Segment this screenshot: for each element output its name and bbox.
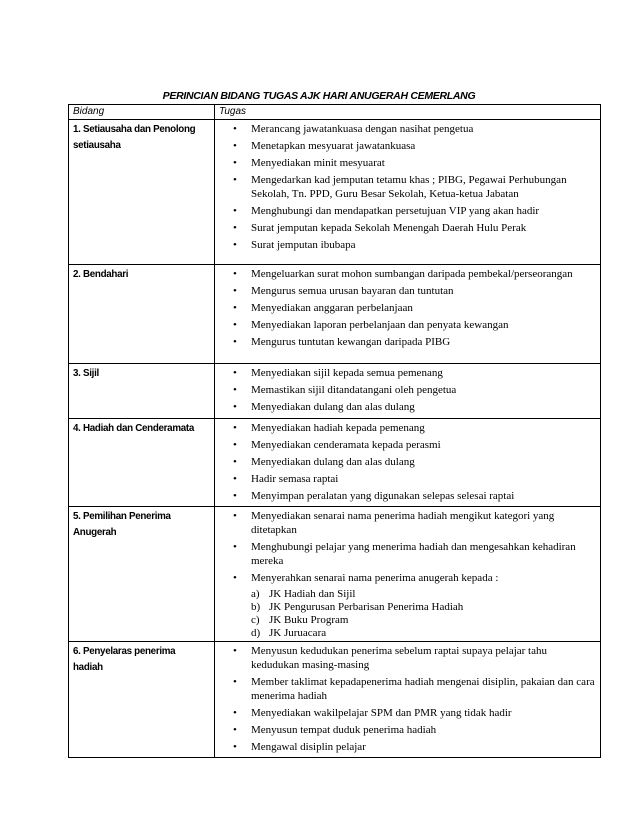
tugas-text: Member taklimat kepadapenerima hadiah mengenai disiplin, pakaian dan cara menerima hadiah: [251, 676, 595, 702]
sub-item: [251, 614, 600, 627]
tugas-text: Menyediakan minit mesyuarat: [251, 157, 385, 169]
tugas-text: Mengurus tuntutan kewangan daripada PIBG: [251, 336, 451, 348]
tugas-text: Menyediakan laporan perbelanjaan dan penyata kewangan: [251, 319, 509, 331]
tugas-item: [215, 156, 600, 170]
bidang-cell: [69, 265, 215, 364]
bullet-icon: •: [233, 157, 237, 169]
bullet-icon: •: [233, 285, 237, 297]
bullet-icon: •: [233, 473, 237, 485]
bidang-label: 3. Sijil: [73, 368, 99, 379]
tugas-text: Menyediakan hadiah kepada pemenang: [251, 422, 425, 434]
tugas-item: [215, 366, 600, 380]
tugas-item: [215, 383, 600, 397]
sub-item: [251, 588, 600, 601]
tugas-text: Menyusun tempat duduk penerima hadiah: [251, 724, 437, 736]
tugas-text: Merancang jawatankuasa dengan nasihat pengetua: [251, 123, 474, 135]
document-title: PERINCIAN BIDANG TUGAS AJK HARI ANUGERAH CEMERLANG: [162, 90, 476, 102]
bullet-icon: •: [233, 268, 237, 280]
tugas-list: [215, 642, 600, 754]
tugas-item: [215, 139, 600, 153]
tugas-item: [215, 335, 600, 349]
header-tugas: Tugas: [215, 105, 601, 120]
task-table: [68, 104, 601, 758]
tugas-item: [215, 122, 600, 136]
bullet-icon: •: [233, 572, 237, 584]
table-row: [69, 419, 601, 507]
tugas-item: [215, 238, 600, 252]
bullet-icon: •: [233, 490, 237, 502]
bullet-icon: •: [233, 741, 237, 753]
bidang-cell: [69, 120, 215, 265]
sub-list: [215, 588, 600, 640]
bidang-label: 4. Hadiah dan Cenderamata: [73, 423, 194, 434]
bullet-icon: •: [233, 401, 237, 413]
bullet-icon: •: [233, 384, 237, 396]
sub-item-text: JK Hadiah dan Sijil: [269, 588, 356, 600]
bidang-cell: [69, 364, 215, 419]
bullet-icon: •: [233, 174, 237, 186]
bullet-icon: •: [233, 140, 237, 152]
tugas-item: [215, 723, 600, 737]
tugas-text: Menyediakan anggaran perbelanjaan: [251, 302, 413, 314]
tugas-cell: [215, 265, 601, 364]
tugas-item: [215, 740, 600, 754]
tugas-text: Mengeluarkan surat mohon sumbangan daripada pembekal/perseorangan: [251, 268, 573, 280]
tugas-item: [215, 571, 600, 585]
bullet-icon: •: [233, 205, 237, 217]
tugas-item: [215, 400, 600, 414]
sub-item-label: b): [251, 601, 261, 613]
tugas-item: [215, 301, 600, 315]
bullet-icon: •: [233, 707, 237, 719]
table-row: [69, 120, 601, 265]
table-row: [69, 265, 601, 364]
tugas-item: [215, 438, 600, 452]
tugas-cell: [215, 364, 601, 419]
bidang-label: 1. Setiausaha dan Penolong: [73, 124, 196, 135]
bidang-label-continued: hadiah: [73, 662, 103, 673]
tugas-text: Menyerahkan senarai nama penerima anugerah kepada :: [251, 572, 499, 584]
tugas-text: Menyediakan dulang dan alas dulang: [251, 456, 415, 468]
tugas-item: [215, 644, 600, 672]
tugas-item: [215, 706, 600, 720]
table-header-row: [69, 105, 601, 120]
bullet-icon: •: [233, 336, 237, 348]
bidang-label-continued: setiausaha: [73, 140, 121, 151]
tugas-item: [215, 472, 600, 486]
bullet-icon: •: [233, 541, 237, 553]
sub-item-text: JK Juruacara: [269, 627, 327, 639]
sub-item-text: JK Buku Program: [269, 614, 349, 626]
tugas-item: [215, 221, 600, 235]
tugas-text: Mengawal disiplin pelajar: [251, 741, 366, 753]
bidang-label: 2. Bendahari: [73, 269, 129, 280]
tugas-item: [215, 173, 600, 201]
tugas-item: [215, 675, 600, 703]
bidang-cell: [69, 642, 215, 758]
tugas-item: [215, 509, 600, 537]
bullet-icon: •: [233, 302, 237, 314]
tugas-text: Surat jemputan ibubapa: [251, 239, 356, 251]
tugas-item: [215, 318, 600, 332]
tugas-item: [215, 421, 600, 435]
sub-item-label: a): [251, 588, 260, 600]
table-row: [69, 642, 601, 758]
bullet-icon: •: [233, 123, 237, 135]
tugas-cell: [215, 507, 601, 642]
tugas-cell: [215, 419, 601, 507]
tugas-text: Menyediakan wakilpelajar SPM dan PMR yang tidak hadir: [251, 707, 512, 719]
sub-item-label: d): [251, 627, 261, 639]
bullet-icon: •: [233, 222, 237, 234]
tugas-cell: [215, 120, 601, 265]
tugas-text: Menyediakan sijil kepada semua pemenang: [251, 367, 443, 379]
tugas-list: [215, 419, 600, 503]
tugas-text: Menghubungi dan mendapatkan persetujuan VIP yang akan hadir: [251, 205, 540, 217]
sub-item-text: JK Pengurusan Perbarisan Penerima Hadiah: [269, 601, 464, 613]
tugas-item: [215, 284, 600, 298]
sub-item: [251, 601, 600, 614]
bullet-icon: •: [233, 367, 237, 379]
tugas-list: [215, 507, 600, 585]
tugas-text: Menyusun kedudukan penerima sebelum raptai supaya pelajar tahu kedudukan masing-masing: [251, 645, 547, 671]
tugas-text: Surat jemputan kepada Sekolah Menengah Daerah Hulu Perak: [251, 222, 527, 234]
bullet-icon: •: [233, 645, 237, 657]
bullet-icon: •: [233, 510, 237, 522]
tugas-item: [215, 455, 600, 469]
bullet-icon: •: [233, 422, 237, 434]
tugas-text: Mengurus semua urusan bayaran dan tuntutan: [251, 285, 454, 297]
sub-item-label: c): [251, 614, 260, 626]
tugas-text: Hadir semasa raptai: [251, 473, 339, 485]
table-row: [69, 507, 601, 642]
tugas-text: Menyediakan senarai nama penerima hadiah mengikut kategori yang ditetapkan: [251, 510, 555, 536]
bidang-label-continued: Anugerah: [73, 527, 117, 538]
tugas-list: [215, 265, 600, 349]
tugas-list: [215, 120, 600, 252]
tugas-text: Menyediakan cenderamata kepada perasmi: [251, 439, 441, 451]
bidang-cell: [69, 419, 215, 507]
bullet-icon: •: [233, 456, 237, 468]
bullet-icon: •: [233, 724, 237, 736]
tugas-text: Menyimpan peralatan yang digunakan selepas selesai raptai: [251, 490, 515, 502]
tugas-text: Mengedarkan kad jemputan tetamu khas ; PIBG, Pegawai Perhubungan Sekolah, Tn. PPD, Guru Besar Sekolah, Ketua-ketua Jabatan: [251, 174, 567, 200]
tugas-text: Menyediakan dulang dan alas dulang: [251, 401, 415, 413]
bullet-icon: •: [233, 239, 237, 251]
tugas-item: [215, 204, 600, 218]
tugas-cell: [215, 642, 601, 758]
tugas-list: [215, 364, 600, 414]
bidang-label: 6. Penyelaras penerima: [73, 646, 176, 657]
tugas-text: Menghubungi pelajar yang menerima hadiah dan mengesahkan kehadiran mereka: [251, 541, 576, 567]
tugas-text: Memastikan sijil ditandatangani oleh pengetua: [251, 384, 457, 396]
table-row: [69, 364, 601, 419]
bidang-cell: [69, 507, 215, 642]
tugas-item: [215, 489, 600, 503]
bullet-icon: •: [233, 319, 237, 331]
bullet-icon: •: [233, 439, 237, 451]
tugas-text: Menetapkan mesyuarat jawatankuasa: [251, 140, 416, 152]
header-bidang: Bidang: [69, 105, 215, 120]
bidang-label: 5. Pemilihan Penerima: [73, 511, 171, 522]
tugas-item: [215, 540, 600, 568]
sub-item: [251, 627, 600, 640]
bullet-icon: •: [233, 676, 237, 688]
tugas-item: [215, 267, 600, 281]
